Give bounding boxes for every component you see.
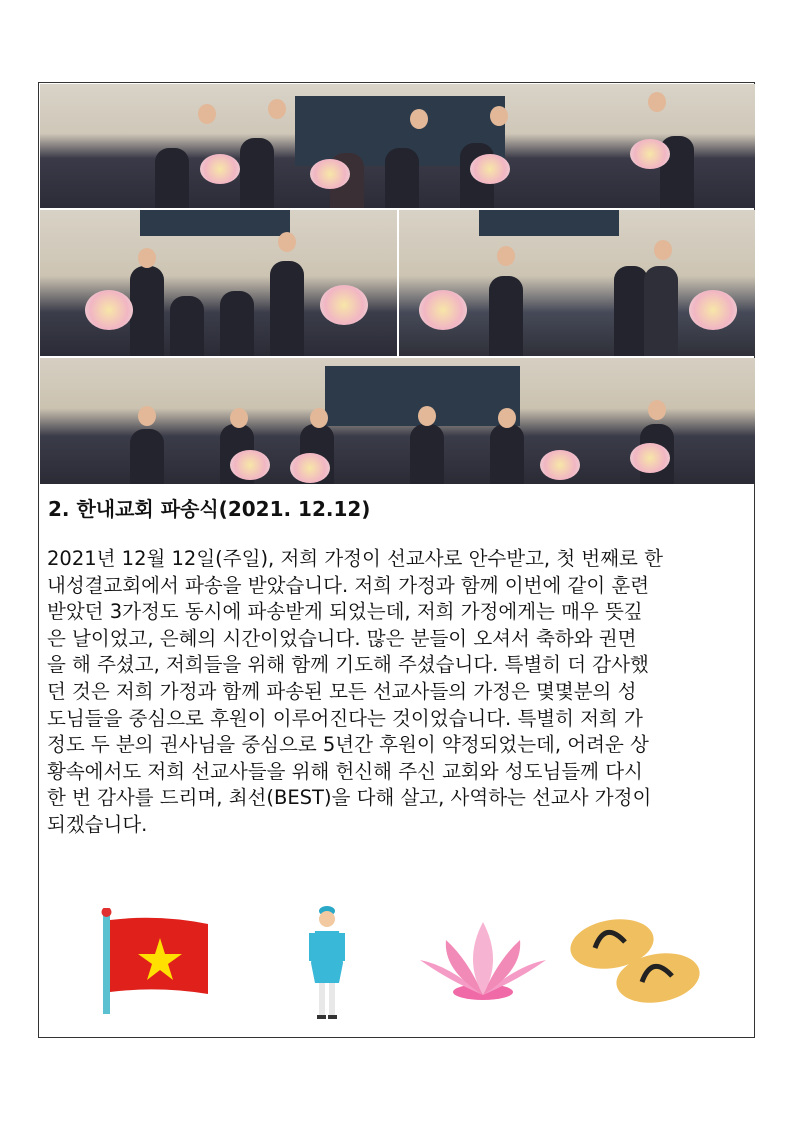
lotus-icon (418, 920, 548, 1005)
section-heading: 2. 한내교회 파송식(2021. 12.12) (48, 497, 371, 521)
paragraph-line: 도님들을 중심으로 후원이 이루어진다는 것이었습니다. 특별히 저희 가 (47, 706, 643, 730)
body-paragraph (47, 546, 757, 839)
paragraph-line: 을 해 주셨고, 저희들을 위해 함께 기도해 주셨습니다. 특별히 더 감사했 (47, 653, 649, 677)
paragraph-line: 은 날이었고, 은혜의 시간이었습니다. 많은 분들이 오셔서 축하와 권면 (47, 626, 637, 650)
paragraph-line: 던 것은 저희 가정과 함께 파송된 모든 선교사들의 가정은 몇몇분의 성 (47, 679, 637, 703)
paragraph-line: 정도 두 분의 권사님을 중심으로 5년간 후원이 약정되었는데, 어려운 상 (47, 733, 649, 757)
photo-group-flowers (40, 84, 755, 208)
sandals-icon (570, 910, 700, 1010)
photo-certificate-presentation (399, 210, 755, 356)
photo-group-missionaries (40, 358, 755, 484)
ao-dai-person-icon (305, 903, 349, 1023)
paragraph-line: 내성결교회에서 파송을 받았습니다. 저희 가정과 함께 이번에 같이 훈련 (47, 573, 650, 597)
paragraph-line: 한 번 감사를 드리며, 최선(BEST)을 다해 살고, 사역하는 선교사 가정이 (47, 786, 652, 810)
paragraph-line: 받았던 3가정도 동시에 파송받게 되었는데, 저희 가정에게는 매우 뜻깊 (47, 600, 643, 624)
photo-commissioning-prayer (40, 210, 397, 356)
paragraph-line: 되겠습니다. (47, 812, 148, 836)
vietnam-flag-icon (98, 908, 208, 1018)
paragraph-line: 황속에서도 저희 선교사들을 위해 헌신해 주신 교회와 성도님들께 다시 (47, 759, 643, 783)
paragraph-line: 2021년 12월 12일(주일), 저희 가정이 선교사로 안수받고, 첫 번째로 한 (47, 547, 663, 570)
